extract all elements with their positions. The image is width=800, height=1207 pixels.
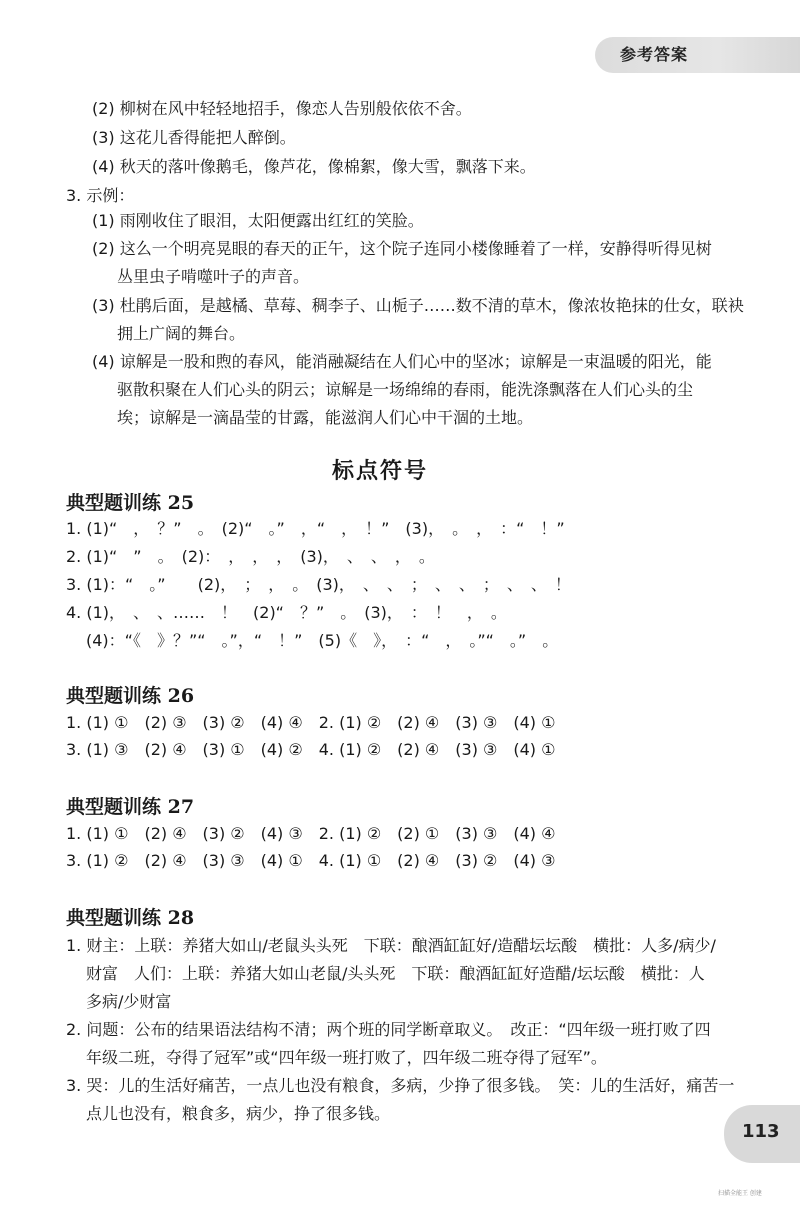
exercise-title: 典型题训练 26: [66, 685, 195, 707]
footer-watermark: 扫描全能王 创建: [718, 1190, 762, 1197]
answer-line: (4) 秋天的落叶像鹅毛，像芦花，像棉絮，像大雪，飘落下来。: [92, 157, 536, 176]
answer-line: 2. 问题：公布的结果语法结构不清；两个班的同学断章取义。 改正：“四年级一班打败了四: [66, 1020, 711, 1039]
answer-line: (2) 柳树在风中轻轻地招手，像恋人告别般依依不舍。: [92, 99, 472, 118]
answer-line: (3) 杜鹃后面，是越橘、草莓、稠李子、山栀子……数不清的草木，像浓妆艳抹的仕女，联袂: [92, 296, 744, 315]
answer-line: 年级二班，夺得了冠军”或“四年级一班打败了，四年级二班夺得了冠军”。: [86, 1048, 607, 1067]
answer-line: 1. (1)“ ， ？” 。 (2)“ 。” ，“ ， ！” (3)， 。 ， ：“ ！”: [66, 519, 565, 538]
answer-line: 财富 人们：上联：养猪大如山老鼠/头头死 下联：酿酒缸缸好造醋/坛坛酸 横批：人: [86, 964, 705, 983]
answer-line: 点儿也没有，粮食多，病少，挣了很多钱。: [86, 1104, 391, 1123]
answer-line: 丛里虫子啃噬叶子的声音。: [117, 267, 310, 286]
answer-line: 3. (1) ② (2) ④ (3) ③ (4) ① 4. (1) ① (2) ④ (3) ② (4) ③: [66, 851, 556, 870]
answer-line: 1. (1) ① (2) ④ (3) ② (4) ③ 2. (1) ② (2) ① (3) ③ (4) ④: [66, 824, 556, 843]
answer-line: 驱散积聚在人们心头的阴云；谅解是一场绵绵的春雨，能洗涤飘落在人们心头的尘: [117, 380, 694, 399]
answer-line: (2) 这么一个明亮晃眼的春天的正午，这个院子连同小楼像睡着了一样，安静得听得见树: [92, 239, 712, 258]
exercise-title: 典型题训练 27: [66, 796, 195, 818]
page-number-tab: [724, 1105, 800, 1163]
answer-line: 3. (1)：“ 。” (2)， ； ， 。 (3)， 、 、 ； 、 、 ； 、 、 ！: [66, 575, 571, 594]
answer-line: (4)：“《 》？”“ 。”，“ ！” (5)《 》， ：“ ， 。”“ 。” 。: [86, 631, 559, 650]
answer-line: (4) 谅解是一股和煦的春风，能消融凝结在人们心中的坚冰；谅解是一束温暖的阳光，能: [92, 352, 712, 371]
page-number: 113: [742, 1121, 780, 1142]
answer-line: 1. (1) ① (2) ③ (3) ② (4) ④ 2. (1) ② (2) ④ (3) ③ (4) ①: [66, 713, 556, 732]
exercise-title: 典型题训练 28: [66, 907, 195, 929]
header-label: 参考答案: [620, 45, 689, 64]
answer-line: 3. (1) ③ (2) ④ (3) ① (4) ② 4. (1) ② (2) ④ (3) ③ (4) ①: [66, 740, 556, 759]
answer-line: 2. (1)“ ” 。 (2)： ， ， ， (3)， 、 、 ， 。: [66, 547, 435, 566]
answer-line: (3) 这花儿香得能把人醉倒。: [92, 128, 296, 147]
answer-line: 拥上广阔的舞台。: [117, 324, 246, 343]
section-title: 标点符号: [331, 459, 428, 484]
answer-line: (1) 雨刚收住了眼泪，太阳便露出红红的笑脸。: [92, 211, 424, 230]
answer-line: 3. 哭：儿的生活好痛苦，一点儿也没有粮食，多病，少挣了很多钱。 笑：儿的生活好，痛苦一: [66, 1076, 735, 1095]
answer-line: 4. (1)， 、 、…… ！ (2)“ ？” 。 (3)， ： ！ ， 。: [66, 603, 507, 622]
exercise-title: 典型题训练 25: [66, 492, 195, 514]
answer-line: 埃；谅解是一滴晶莹的甘露，能滋润人们心中干涸的土地。: [117, 408, 534, 427]
answer-line: 1. 财主：上联：养猪大如山/老鼠头头死 下联：酿酒缸缸好/造醋坛坛酸 横批：人多/病少/: [66, 936, 716, 955]
item-label: 3. 示例：: [66, 186, 135, 205]
answer-line: 多病/少财富: [86, 992, 172, 1011]
